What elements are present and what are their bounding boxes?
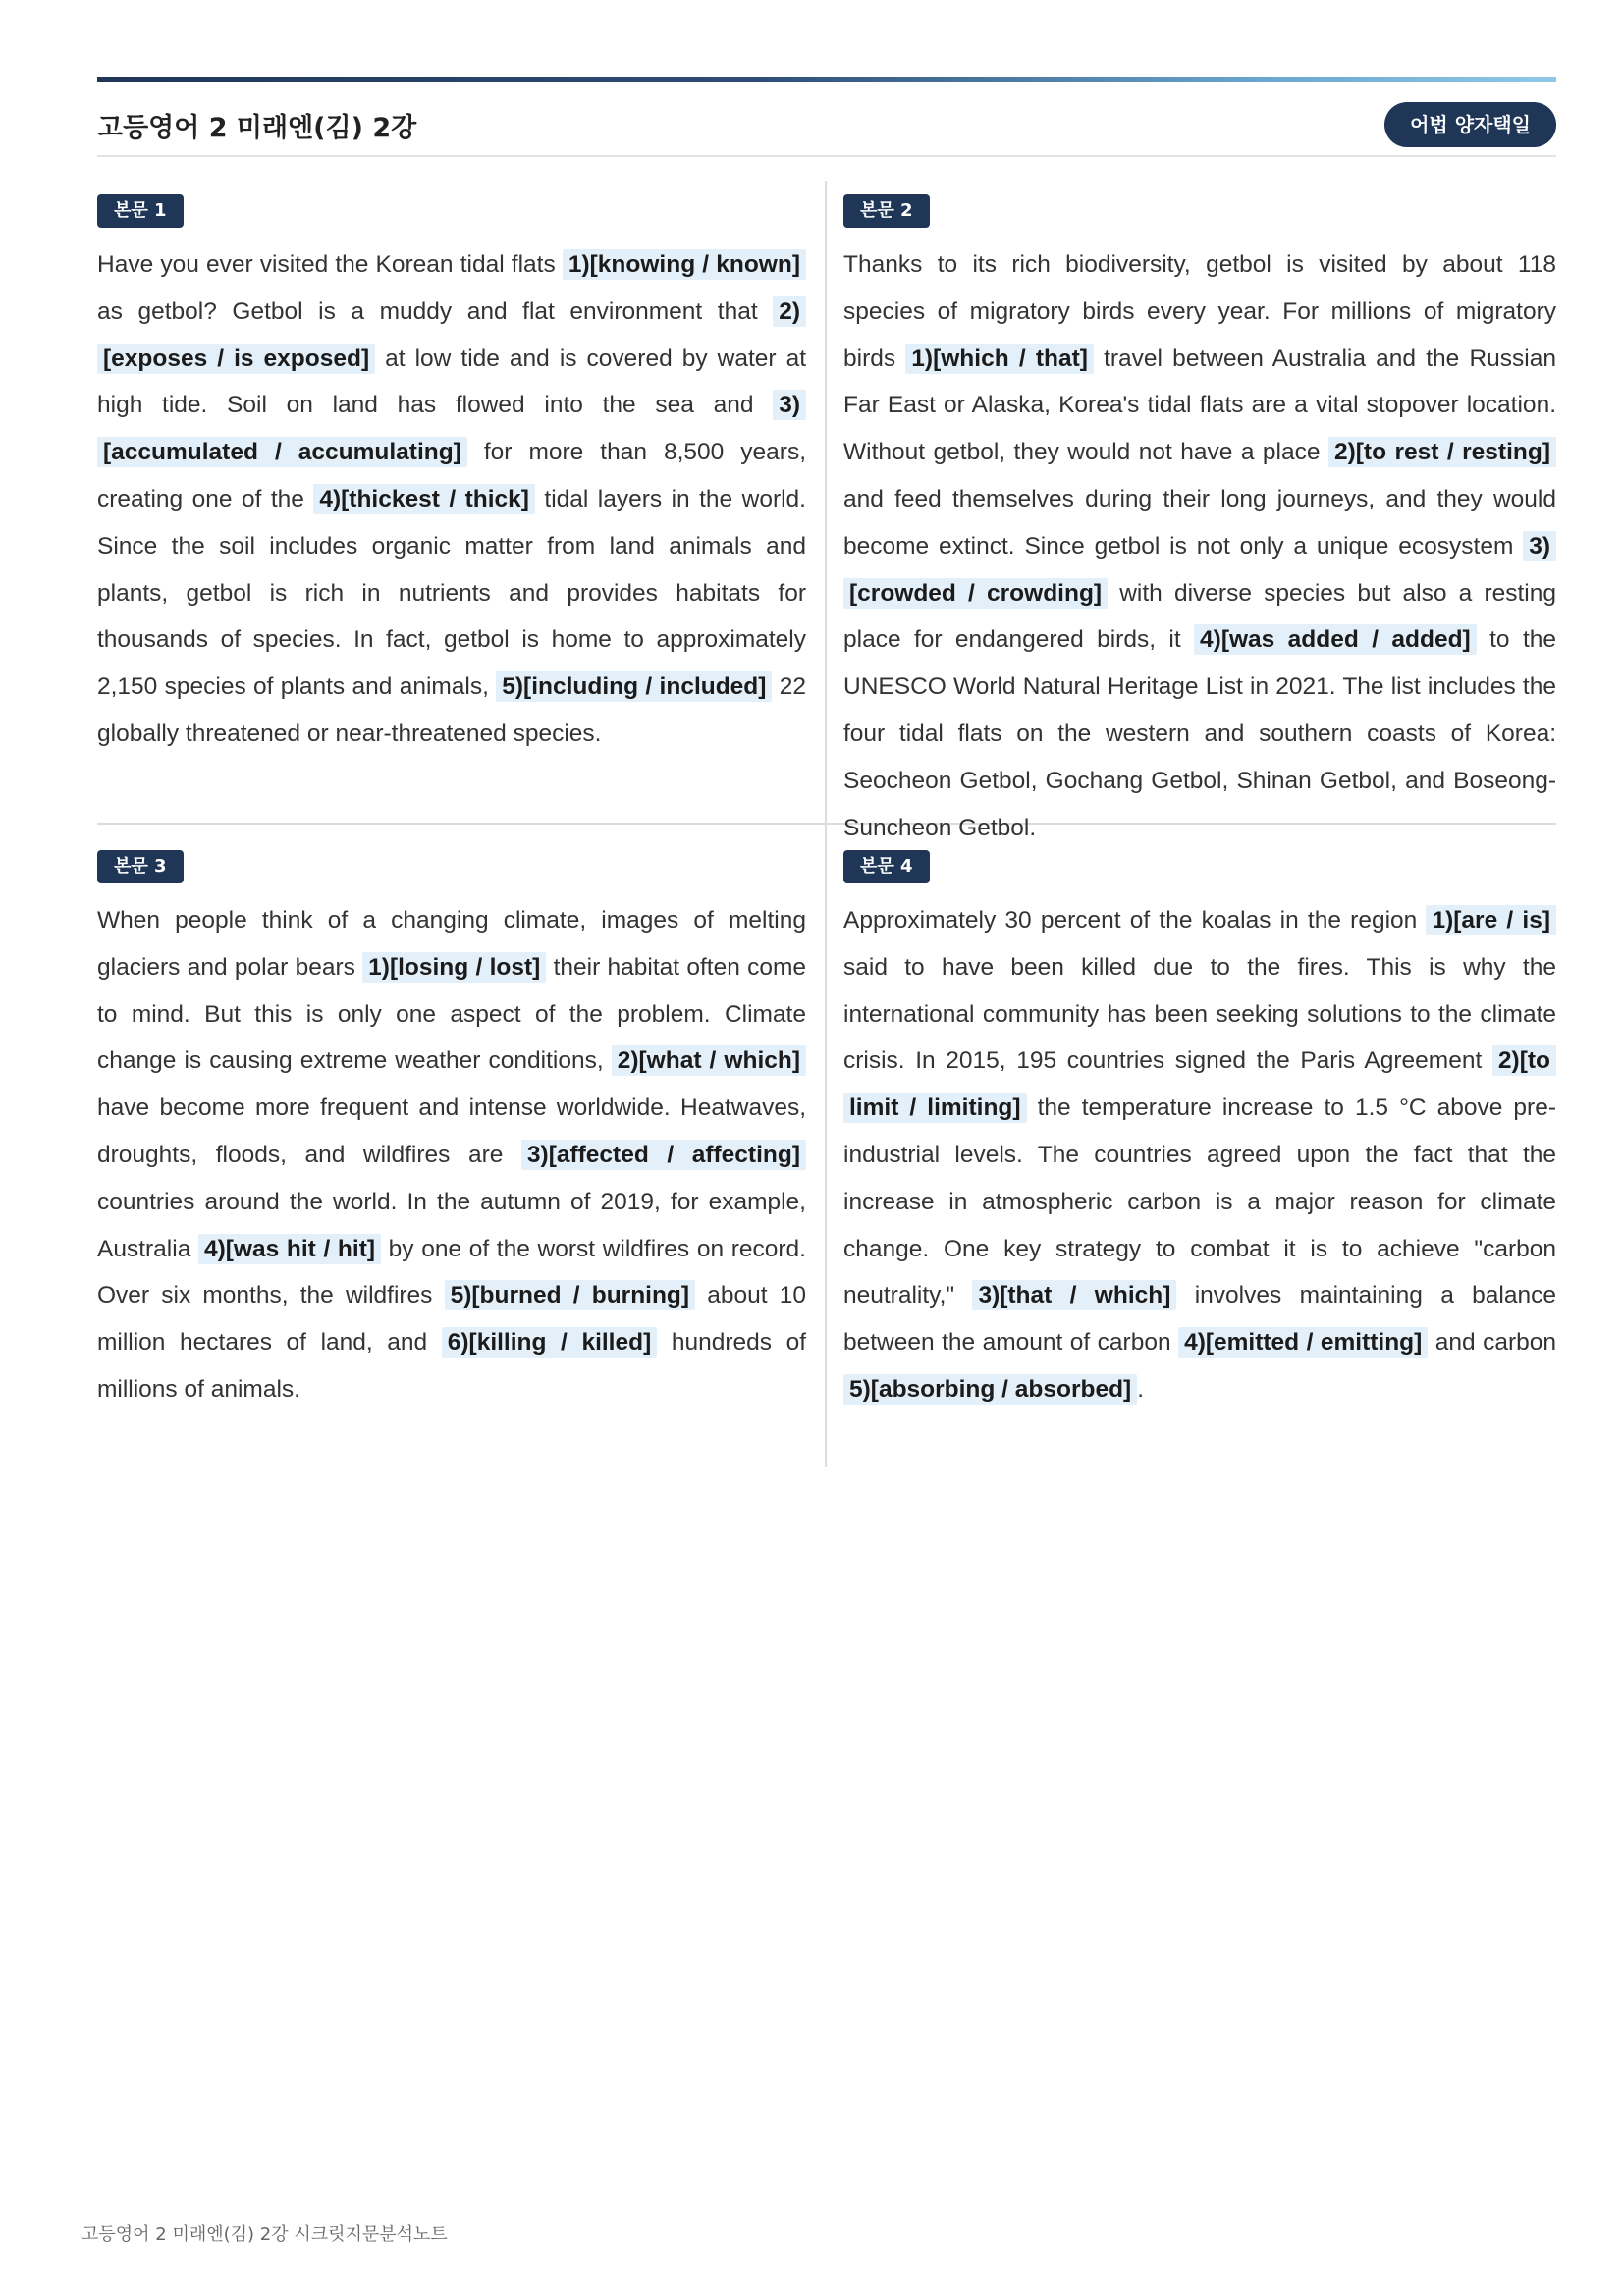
grammar-choice: 4)[was hit / hit] <box>198 1234 381 1264</box>
passage-text: Have you ever visited the Korean tidal flats 1)[knowing / known] as getbol? Getbol is a muddy and flat environment that 2)[exposes / is exposed] at low tide and is covered by water at high tide. Soil on land has flowed into the sea and 3)[accumulated / accumulating] for more than 8,500 years, creating one of the 4)[thickest / thick] tidal layers in the world. Since the soil includes organic matter from land animals and plants, getbol is rich in nutrients and provides habitats for thousands of species. In fact, getbol is home to approximately 2,150 species of plants and animals, 5)[including / included] 22 globally threatened or near-threatened species. <box>97 251 807 747</box>
grammar-choice: 2)[to rest / resting] <box>1328 437 1556 467</box>
passage-label: 본문 3 <box>97 850 184 883</box>
page-title: 고등영어 2 미래엔(김) 2강 <box>97 112 417 143</box>
grammar-choice: 2)[to limit / limiting] <box>843 1045 1556 1123</box>
passage-grid <box>97 181 1556 1467</box>
passage-card-1 <box>97 181 827 825</box>
header-accent-bar <box>97 77 1556 82</box>
passage-text: Thanks to its rich biodiversity, getbol is visited by about 118 species of migratory birds every year. For millions of migratory birds 1)[which / that] travel between Australia and the Russian Far East or Alaska, Korea's tidal flats are a vital stopover location. Without getbol, they would not have a place 2)[to rest / resting] and feed themselves during their long journeys, and they would become extinct. Since getbol is not only a unique ecosystem 3)[crowded / crowding] with diverse species but also a resting place for endangered birds, it 4)[was added / added] to the UNESCO World Natural Heritage List in 2021. The list includes the four tidal flats on the western and southern coasts of Korea: Seocheon Getbol, Gochang Getbol, Shinan Getbol, and Boseong-Suncheon Getbol. <box>843 251 1556 841</box>
grammar-choice: 3)[affected / affecting] <box>521 1140 806 1170</box>
passage-label: 본문 2 <box>843 194 930 228</box>
grammar-choice: 2)[what / which] <box>612 1045 806 1076</box>
grammar-choice: 4)[thickest / thick] <box>313 484 535 514</box>
page-footer: 고등영어 2 미래엔(김) 2강 시크릿지문분석노트 <box>81 2224 448 2245</box>
grammar-choice: 4)[emitted / emitting] <box>1178 1327 1428 1358</box>
grammar-choice: 1)[losing / lost] <box>362 952 546 983</box>
passage-card-3 <box>97 825 827 1467</box>
page-header <box>97 94 1556 157</box>
grammar-choice: 3)[that / which] <box>972 1280 1176 1310</box>
passage-label: 본문 4 <box>843 850 930 883</box>
passage-card-2 <box>827 181 1556 841</box>
grammar-choice: 2)[exposes / is exposed] <box>97 296 806 374</box>
grammar-choice: 6)[killing / killed] <box>442 1327 658 1358</box>
grammar-choice: 5)[burned / burning] <box>445 1280 695 1310</box>
grammar-choice: 3)[crowded / crowding] <box>843 531 1556 609</box>
grammar-choice: 1)[are / is] <box>1426 905 1556 935</box>
category-badge: 어법 양자택일 <box>1384 102 1556 147</box>
passage-card-4 <box>827 825 1556 1467</box>
grammar-choice: 1)[knowing / known] <box>563 249 806 280</box>
grammar-choice: 1)[which / that] <box>905 344 1094 374</box>
grammar-choice: 5)[absorbing / absorbed] <box>843 1374 1137 1405</box>
grammar-choice: 4)[was added / added] <box>1194 624 1477 655</box>
grammar-choice: 5)[including / included] <box>496 671 772 702</box>
passage-label: 본문 1 <box>97 194 184 228</box>
passage-text: Approximately 30 percent of the koalas in the region 1)[are / is] said to have been killed due to the fires. This is why the international community has been seeking solutions to the climate crisis. In 2015, 195 countries signed the Paris Agreement 2)[to limit / limiting] the temperature increase to 1.5 °C above pre-industrial levels. The countries agreed upon the fact that the increase in atmospheric carbon is a major reason for climate change. One key strategy to combat it is to achieve "carbon neutrality," 3)[that / which] involves maintaining a balance between the amount of carbon 4)[emitted / emitting] and carbon 5)[absorbing / absorbed] . <box>843 907 1557 1403</box>
grammar-choice: 3)[accumulated / accumulating] <box>97 390 806 467</box>
passage-text: When people think of a changing climate, images of melting glaciers and polar bears 1)[losing / lost] their habitat often come to mind. But this is only one aspect of the problem. Climate change is causing extreme weather conditions, 2)[what / which] have become more frequent and intense worldwide. Heatwaves, droughts, floods, and wildfires are 3)[affected / affecting] countries around the world. In the autumn of 2019, for example, Australia 4)[was hit / hit] by one of the worst wildfires on record. Over six months, the wildfires 5)[burned / burning] about 10 million hectares of land, and 6)[killing / killed] hundreds of millions of animals. <box>97 907 807 1403</box>
